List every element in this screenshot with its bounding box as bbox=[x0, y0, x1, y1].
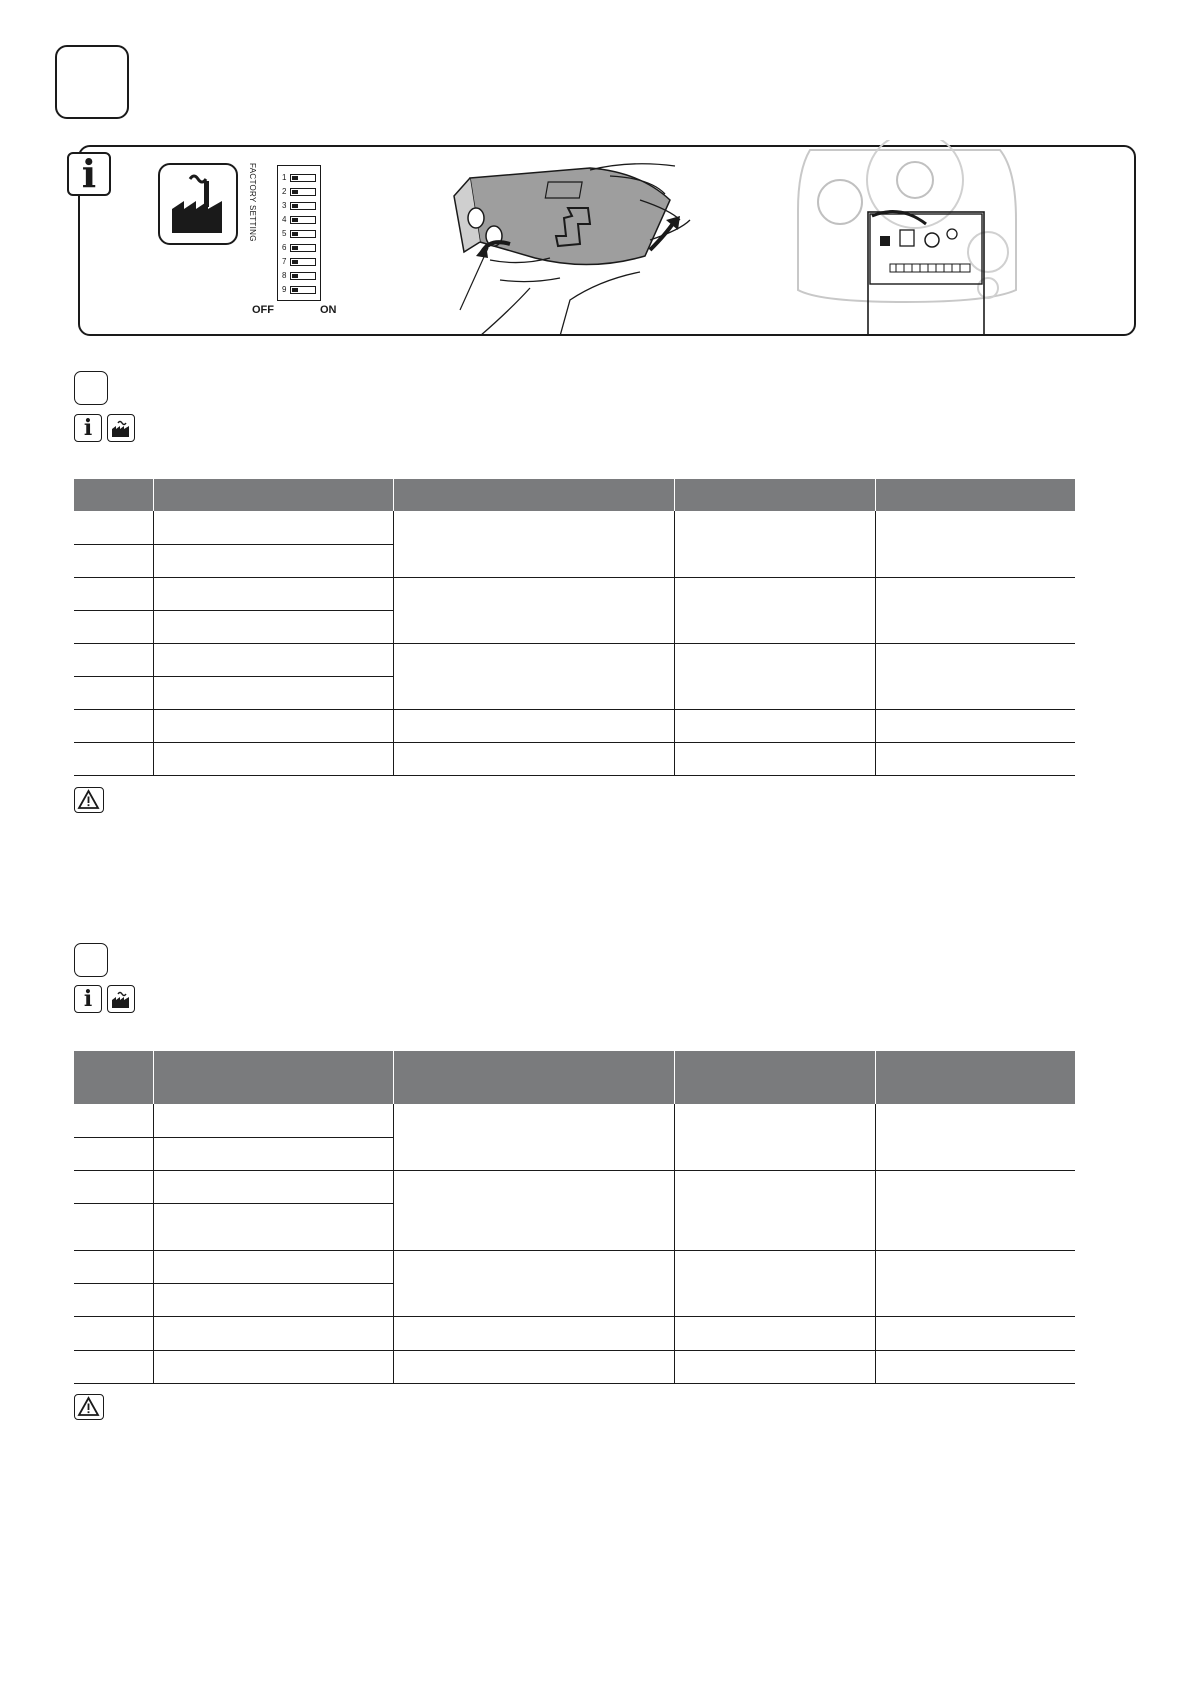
dip-row bbox=[280, 228, 320, 240]
table-cell bbox=[393, 1250, 674, 1316]
dip-slot bbox=[290, 230, 316, 238]
table-row bbox=[74, 1250, 1075, 1283]
table-row bbox=[74, 1350, 1075, 1383]
table-cell bbox=[674, 577, 875, 643]
dip-row bbox=[280, 172, 320, 184]
info-icon bbox=[74, 985, 102, 1013]
step-number-box bbox=[74, 943, 108, 977]
dip-row bbox=[280, 200, 320, 212]
table-cell bbox=[674, 1250, 875, 1316]
table-cell bbox=[875, 709, 1075, 742]
table-cell bbox=[74, 577, 153, 610]
dip-knob bbox=[292, 274, 298, 278]
dip-position-number: 6 bbox=[282, 243, 287, 252]
table-cell bbox=[153, 742, 393, 775]
table-header-cell bbox=[393, 479, 674, 511]
table-header-cell bbox=[393, 1051, 674, 1104]
dip-row bbox=[280, 242, 320, 254]
warning-icon bbox=[74, 787, 104, 813]
info-glyph: i bbox=[83, 986, 93, 1012]
table-cell bbox=[393, 1316, 674, 1350]
table-cell bbox=[393, 643, 674, 709]
dip-position-number: 1 bbox=[282, 173, 287, 182]
table-header-cell bbox=[674, 1051, 875, 1104]
warning-icon bbox=[74, 1394, 104, 1420]
table-cell bbox=[674, 742, 875, 775]
settings-table-1 bbox=[74, 479, 1075, 776]
table-header-cell bbox=[153, 479, 393, 511]
dip-knob bbox=[292, 288, 298, 292]
table-cell bbox=[153, 709, 393, 742]
table-cell bbox=[393, 1104, 674, 1170]
table-row bbox=[74, 511, 1075, 544]
table-cell bbox=[74, 610, 153, 643]
table-cell bbox=[674, 709, 875, 742]
table-cell bbox=[74, 1104, 153, 1137]
dip-position-number: 4 bbox=[282, 215, 287, 224]
table-cell bbox=[74, 511, 153, 544]
section-number-box bbox=[55, 45, 129, 119]
table-header-row bbox=[74, 479, 1075, 511]
factory-icon bbox=[158, 163, 238, 245]
table-cell bbox=[875, 1316, 1075, 1350]
table-cell bbox=[74, 709, 153, 742]
table-cell bbox=[74, 1316, 153, 1350]
info-glyph: i bbox=[83, 415, 93, 441]
table-cell bbox=[875, 742, 1075, 775]
factory-icon bbox=[107, 985, 135, 1013]
table-cell bbox=[74, 1137, 153, 1170]
cover-removal-illustration bbox=[440, 160, 710, 336]
info-icon: i bbox=[67, 152, 111, 196]
table-cell bbox=[153, 643, 393, 676]
table-cell bbox=[153, 544, 393, 577]
dip-slot bbox=[290, 286, 316, 294]
table-cell bbox=[153, 511, 393, 544]
dip-row bbox=[280, 186, 320, 198]
table-row bbox=[74, 577, 1075, 610]
table-cell bbox=[875, 643, 1075, 709]
table-cell bbox=[153, 1104, 393, 1137]
table-cell bbox=[674, 511, 875, 577]
dip-slot bbox=[290, 216, 316, 224]
table-cell bbox=[153, 1350, 393, 1383]
table-cell bbox=[74, 544, 153, 577]
table-row bbox=[74, 1170, 1075, 1203]
table-cell bbox=[153, 1170, 393, 1203]
dip-row bbox=[280, 214, 320, 226]
dip-knob bbox=[292, 176, 298, 180]
table-cell bbox=[875, 1250, 1075, 1316]
table-cell bbox=[74, 1283, 153, 1316]
table-cell bbox=[875, 1350, 1075, 1383]
dip-position-number: 3 bbox=[282, 201, 287, 210]
device-board-illustration bbox=[790, 140, 1020, 336]
table-header-cell bbox=[153, 1051, 393, 1104]
table-header-cell bbox=[875, 1051, 1075, 1104]
table-row bbox=[74, 1104, 1075, 1137]
table-header-cell bbox=[875, 479, 1075, 511]
table-cell bbox=[153, 676, 393, 709]
table-cell bbox=[74, 643, 153, 676]
dip-slot bbox=[290, 188, 316, 196]
dip-knob bbox=[292, 232, 298, 236]
table-cell bbox=[153, 610, 393, 643]
dip-on-label: ON bbox=[320, 304, 337, 316]
table-cell bbox=[674, 1316, 875, 1350]
table-cell bbox=[674, 643, 875, 709]
dip-slot bbox=[290, 244, 316, 252]
table-cell bbox=[674, 1104, 875, 1170]
table-cell bbox=[74, 676, 153, 709]
table-cell bbox=[875, 577, 1075, 643]
table-cell bbox=[393, 511, 674, 577]
table-cell bbox=[74, 1170, 153, 1203]
step-number-box bbox=[74, 371, 108, 405]
table-cell bbox=[153, 1250, 393, 1283]
table-row bbox=[74, 643, 1075, 676]
dip-row bbox=[280, 270, 320, 282]
table-row bbox=[74, 1316, 1075, 1350]
table-header-cell bbox=[674, 479, 875, 511]
dip-knob bbox=[292, 246, 298, 250]
table-cell bbox=[74, 1250, 153, 1283]
table-cell bbox=[153, 1283, 393, 1316]
dip-slot bbox=[290, 258, 316, 266]
dip-position-number: 7 bbox=[282, 257, 287, 266]
table-cell bbox=[153, 1137, 393, 1170]
table-header-cell bbox=[74, 1051, 153, 1104]
table-cell bbox=[153, 1316, 393, 1350]
dip-knob bbox=[292, 190, 298, 194]
table-cell bbox=[875, 1170, 1075, 1250]
dip-slot bbox=[290, 202, 316, 210]
table-cell bbox=[74, 742, 153, 775]
table-header-row bbox=[74, 1051, 1075, 1104]
table-cell bbox=[674, 1170, 875, 1250]
table-cell bbox=[153, 1203, 393, 1250]
dip-off-label: OFF bbox=[252, 304, 274, 316]
table-cell bbox=[875, 511, 1075, 577]
table-cell bbox=[393, 1170, 674, 1250]
dip-position-number: 8 bbox=[282, 271, 287, 280]
table-cell bbox=[875, 1104, 1075, 1170]
table-cell bbox=[74, 1350, 153, 1383]
table-cell bbox=[393, 709, 674, 742]
settings-table-2 bbox=[74, 1051, 1075, 1384]
dip-knob bbox=[292, 204, 298, 208]
table-cell bbox=[393, 742, 674, 775]
dip-row bbox=[280, 284, 320, 296]
dip-position-number: 5 bbox=[282, 229, 287, 238]
info-icon bbox=[74, 414, 102, 442]
table-cell bbox=[393, 577, 674, 643]
dip-switch bbox=[277, 165, 321, 301]
dip-position-number: 2 bbox=[282, 187, 287, 196]
dip-knob bbox=[292, 260, 298, 264]
dip-position-number: 9 bbox=[282, 285, 287, 294]
table-header-cell bbox=[74, 479, 153, 511]
factory-icon bbox=[107, 414, 135, 442]
table-cell bbox=[393, 1350, 674, 1383]
dip-slot bbox=[290, 174, 316, 182]
table-cell bbox=[674, 1350, 875, 1383]
table-row bbox=[74, 709, 1075, 742]
factory-setting-label: FACTORY SETTING bbox=[248, 163, 257, 242]
table-row bbox=[74, 742, 1075, 775]
dip-row bbox=[280, 256, 320, 268]
dip-slot bbox=[290, 272, 316, 280]
table-cell bbox=[74, 1203, 153, 1250]
table-cell bbox=[153, 577, 393, 610]
dip-knob bbox=[292, 218, 298, 222]
